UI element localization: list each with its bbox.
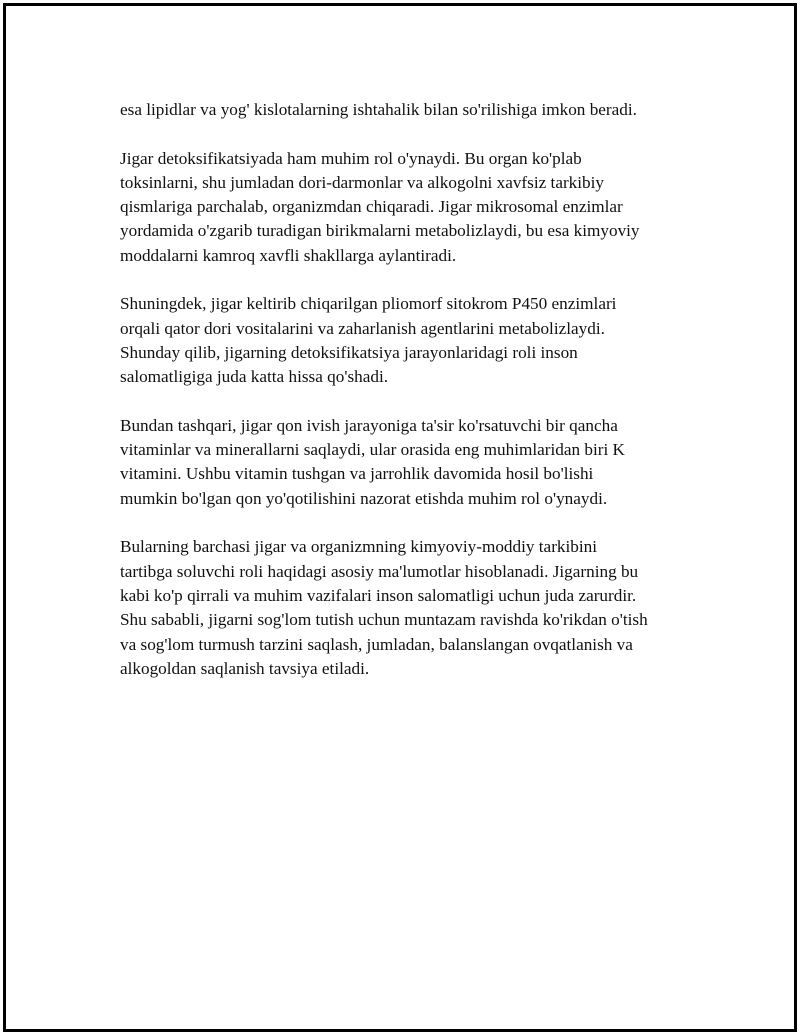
paragraph-2 bbox=[120, 147, 695, 268]
text-line: alkogoldan saqlanish tavsiya etiladi. bbox=[120, 658, 370, 678]
text-line: orqali qator dori vositalarini va zaharlanish agentlarini metabolizlaydi. bbox=[120, 318, 605, 338]
paragraph-5 bbox=[120, 535, 695, 681]
document-body bbox=[120, 98, 695, 705]
paragraph-4 bbox=[120, 414, 695, 511]
text-line: vitamini. Ushbu vitamin tushgan va jarrohlik davomida hosil bo'lishi bbox=[120, 464, 594, 484]
text-line: va sog'lom turmush tarzini saqlash, jumladan, balanslangan ovqatlanish va bbox=[120, 634, 633, 654]
text-line: kabi ko'p qirrali va muhim vazifalari inson salomatligi uchun juda zarurdir. bbox=[120, 585, 637, 605]
text-line: Shunday qilib, jigarning detoksifikatsiya jarayonlaridagi roli inson bbox=[120, 342, 578, 362]
text-line: yordamida o'zgarib turadigan birikmalarni metabolizlaydi, bu esa kimyoviy bbox=[120, 221, 640, 241]
paragraph-3 bbox=[120, 292, 695, 389]
text-line: esa lipidlar va yog' kislotalarning ishtahalik bilan so'rilishiga imkon beradi. bbox=[120, 100, 637, 119]
text-line: Jigar detoksifikatsiyada ham muhim rol o'ynaydi. Bu organ ko'plab bbox=[120, 148, 582, 168]
text-line: Shu sababli, jigarni sog'lom tutish uchun muntazam ravishda ko'rikdan o'tish bbox=[120, 610, 648, 630]
text-line: Bularning barchasi jigar va organizmning kimyoviy-moddiy tarkibini bbox=[120, 537, 598, 557]
text-line: salomatligiga juda katta hissa qo'shadi. bbox=[120, 367, 389, 387]
text-line: moddalarni kamroq xavfli shakllarga aylantiradi. bbox=[120, 245, 457, 265]
paragraph-1 bbox=[120, 98, 695, 122]
text-line: Bundan tashqari, jigar qon ivish jarayoniga ta'sir ko'rsatuvchi bir qancha bbox=[120, 415, 618, 435]
text-line: toksinlarni, shu jumladan dori-darmonlar va alkogolni xavfsiz tarkibiy bbox=[120, 172, 605, 192]
text-line: mumkin bo'lgan qon yo'qotilishini nazorat etishda muhim rol o'ynaydi. bbox=[120, 488, 608, 508]
document-page bbox=[3, 3, 797, 1032]
text-line: vitaminlar va minerallarni saqlaydi, ular orasida eng muhimlaridan biri K bbox=[120, 440, 625, 460]
text-line: qismlariga parchalab, organizmdan chiqaradi. Jigar mikrosomal enzimlar bbox=[120, 197, 623, 217]
text-line: Shuningdek, jigar keltirib chiqarilgan pliomorf sitokrom P450 enzimlari bbox=[120, 294, 617, 314]
text-line: tartibga soluvchi roli haqidagi asosiy ma'lumotlar hisoblanadi. Jigarning bu bbox=[120, 561, 639, 581]
